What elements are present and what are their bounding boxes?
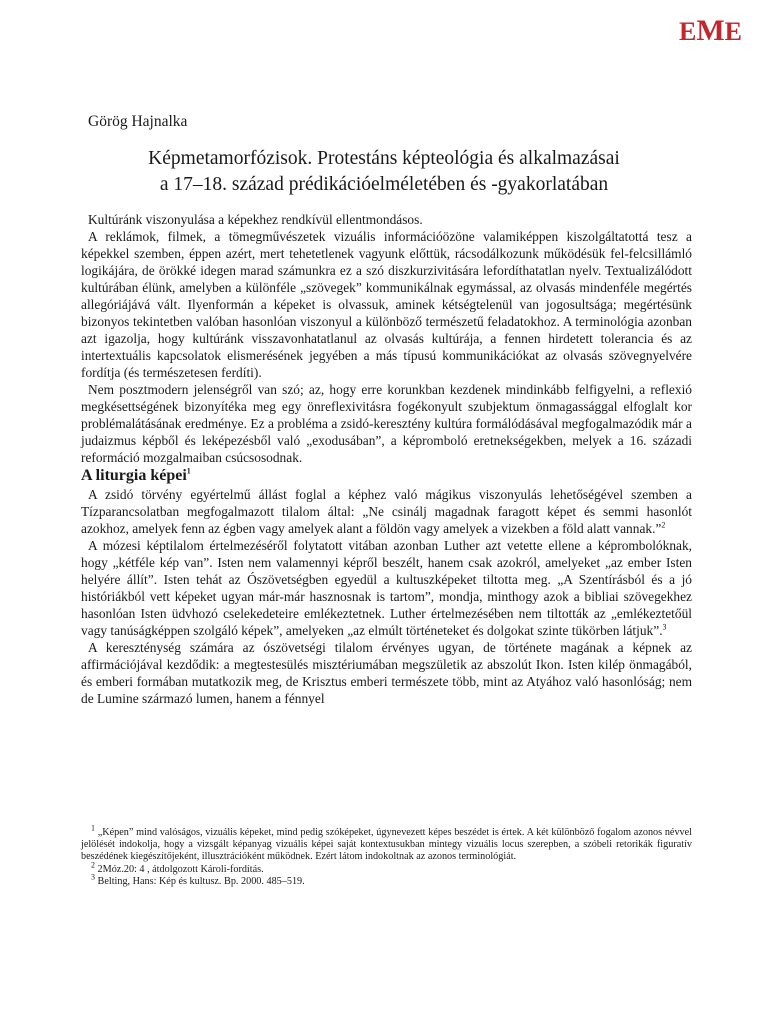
footnote-number: 1 xyxy=(91,823,95,833)
footnote: $^2$ 2Móz.20: 4 , átdolgozott Károli-fordítás. xyxy=(91,860,264,875)
title-line-1: Képmetamorfózisok. Protestáns képteológia és alkalmazásai xyxy=(148,148,620,169)
paragraph: A zsidó törvény egyértelmű állást foglal a képhez való mágikus viszonyulás lehetőségével szemben a Tízparancsolatban megfogalmazott tilalom által: „Ne csinálj magadnak faragott képet és semmi hasonlót azokhoz, amelyek fenn az égben vagy amelyek alant a földön vagy amelyek a vizekben a föld alatt vannak.”$^2$ xyxy=(81,487,692,536)
footnote-ref[interactable]: 3 xyxy=(662,622,667,632)
author-name: Görög Hajnalka xyxy=(88,113,188,130)
title-line-2: a 17–18. század prédikációelméletében és -gyakorlatában xyxy=(159,174,609,195)
footnotes xyxy=(81,823,692,888)
article-title xyxy=(60,146,708,198)
footnote-ref[interactable]: 2 xyxy=(661,520,666,530)
footnote: $^3$ Belting, Hans: Kép és kultusz. Bp. 2000. 485–519. xyxy=(91,872,305,887)
footnote-number: 3 xyxy=(91,872,95,882)
paragraph: Kultúránk viszonyulása a képekhez rendkívül ellentmondásos. xyxy=(88,212,423,227)
paragraph: A kereszténység számára az ószövetségi tilalom érvényes ugyan, de története magának a képnek az affirmációjával kezdődik: a megtestesülés misztériumában megszületik az abszolút Ikon. Isten kilép önmagából, és emberi formában mutatkozik meg, de Krisztus emberi természete több, mint az Atyához való hasonlóság; nem de Lumine származó lumen, hanem a fénnyel xyxy=(81,640,692,706)
footnote-number: 2 xyxy=(91,860,95,870)
footnote: $^1$ „Képen” mind valóságos, vizuális képeket, mind pedig szóképeket, úgynevezett képes beszédet is értek. A két különböző fogalom azonos névvel jelölését indokolja, hogy a vizsgált képanyag vizuális képei saját kontextusukban mintegy vizuális locus szerepben, a szóbeli retorikák figuratív beszédének kiegészítőjeként, illusztrációként működnek. Ezért látom indokoltnak az azonos terminológiát. xyxy=(81,823,692,863)
paragraph: Nem posztmodern jelenségről van szó; az, hogy erre korunkban kezdenek mindinkább felfigyelni, a reflexió megkésettségének bizonyítéka meg egy önreflexivitásra fogékonyult szubjektum önmagassággal elfoglalt kor problémalátásának eredménye. Ez a probléma a zsidó-keresztény kultúra formálódásával megfogalmazódik már a judaizmus képből és leképezésből való „exodusában”, a képromboló eretnekségekben, melyek a 16. századi reformáció mozgalmaiban csúcsosodnak. xyxy=(81,382,692,465)
paragraph: A mózesi képtilalom értelmezéséről folytatott vitában azonban Luther azt vetette ellene a képrombolóknak, hogy „kétféle kép van”. Isten nem valamennyi képről beszélt, hanem csak azokról, amelyeket „az ember Isten helyére állít”. Isten tehát az Ószövetségben egyedül a kultuszképeket tiltotta meg. „A Szentírásból és a jó históriákból vett képeket ugyan már-már hasznosnak is tartom”, mondja, minthogy azok a bibliai szövegekhez hasonlóan Isten üdvhozó cselekedeteire emlékeztetnek. Luther értelmezésében nem tiltották az „emlékeztetőül vagy tanúságképpen szolgáló képek”, amelyeken „az elmúlt történeteket és dolgokat szinte tükörben látjuk”.$^3$ xyxy=(81,538,692,638)
paragraph: A reklámok, filmek, a tömegművészetek vizuális információözöne valamiképpen kiszolgáltatottá tesz a képekkel szemben, éppen azért, mert tehetetlenek vagyunk előttük, rácsodálkozunk működésük fel-felcsillámló logikájára, de örökké idegen marad számunkra ez a szó diszkurzivitására lefordíthatatlan nyelv. Textualizálódott kultúrában élünk, amelyben a különféle „szövegek” kommunikálnak egymással, az olvasás mindenféle megértés allegóriájává vált. Ilyenformán a képeket is olvassuk, aminek kétségtelenül van jogosultsága; megértésünk bizonyos tekintetben valóban hasonlóan viszonyul a különböző természetű feladatokhoz. A terminológia azonban azt igazolja, hogy kultúránk visszavonhatatlanul az olvasás kultúrája, a fennen hirdetett tolerancia és az intertextuális kapcsolatok elismerésének jegyében a más típusú kommunikációkat az olvasás szövegnyelvére fordítja (és természetesen ferdíti). xyxy=(81,229,692,380)
article-body xyxy=(81,211,692,707)
section-heading: A liturgia képei$^1$ xyxy=(81,466,191,484)
footnote-ref[interactable]: 1 xyxy=(186,466,191,476)
publisher-logo: EME xyxy=(678,14,742,47)
